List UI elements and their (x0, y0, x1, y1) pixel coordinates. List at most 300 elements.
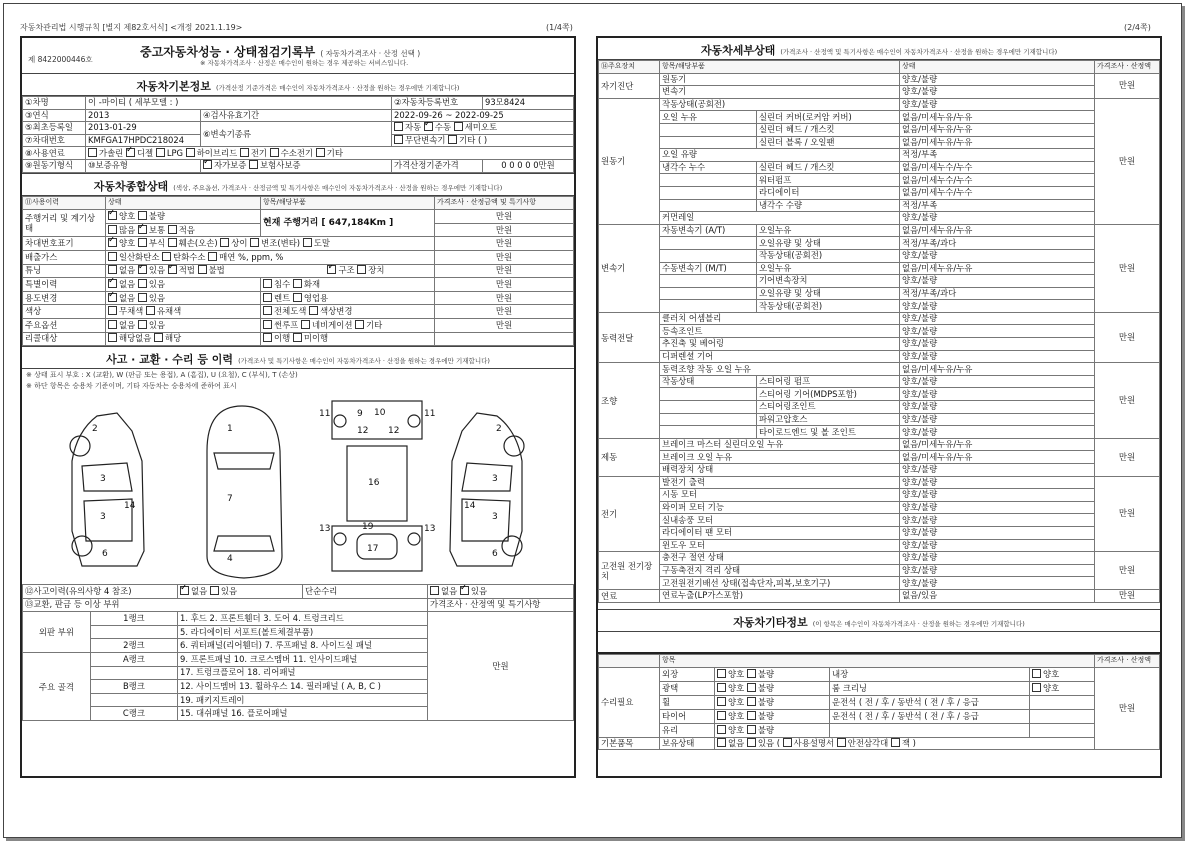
full-paint-checkbox[interactable] (263, 306, 272, 315)
etc-row (599, 667, 1160, 681)
detail-status: 양호/불량 (900, 514, 1095, 527)
normal-checkbox[interactable] (138, 225, 147, 234)
detail-row (599, 489, 1160, 502)
detail-item: 변속기 (660, 86, 900, 99)
year-value: 2013 (86, 109, 201, 122)
detail-status: 양호/불량 (900, 375, 1095, 388)
etc-status (715, 723, 830, 737)
detail-row (599, 86, 1160, 99)
detail-status: 양호/불량 (900, 300, 1095, 313)
legend-1: ※ 상태 표시 부호 : X (교환), W (판금 또는 용접), A (흠집), U (요철), C (부식), T (손상) (26, 371, 298, 380)
right-wheel-rear (502, 536, 522, 556)
year-label: ③연식 (23, 109, 86, 122)
detail-row (599, 149, 1160, 162)
detail-item: 클러치 어셈블리 (660, 312, 900, 325)
reg-label: ②자동차등록번호 (392, 97, 483, 110)
detail-price: 만원 (1095, 98, 1160, 224)
detail-row (599, 438, 1160, 451)
detail-price: 만원 (1095, 363, 1160, 439)
first-reg-label: ⑤최초등록일 (23, 122, 86, 135)
detail-subitem: 실린더 블록 / 오일팬 (756, 136, 899, 149)
bad-label: 불량 (757, 668, 775, 679)
detail-item: 브레이크 오일 누유 (660, 451, 900, 464)
part-label: 7 (227, 494, 233, 505)
page-number-2: (2/4쪽) (1124, 23, 1151, 32)
etc-item: 타이어 (660, 709, 715, 723)
sunroof-checkbox[interactable] (263, 320, 272, 329)
yes-checkbox[interactable] (138, 293, 147, 302)
detail-row (599, 312, 1160, 325)
detail-row (599, 375, 1160, 388)
smoke-checkbox[interactable] (208, 252, 217, 261)
etc-item: 유리 (660, 723, 715, 737)
fire-checkbox[interactable] (293, 279, 302, 288)
page-number-1: (1/4쪽) (546, 23, 573, 32)
detail-item: 와이퍼 모터 기능 (660, 501, 900, 514)
etc-header: 자동차기타정보 (이 항목은 매수인이 자동차가격조사 · 산정을 원하는 경우에만 기재합니다) (598, 609, 1160, 632)
detail-row (599, 161, 1160, 174)
detail-status: 없음/미세누유/누유 (900, 451, 1095, 464)
ok-label: 양호 (1043, 668, 1060, 679)
options-options: 없음 있음 (106, 318, 261, 332)
etc-item-2: 룸 크리닝 (830, 681, 1030, 695)
price-cell: 만원 (435, 305, 574, 319)
detail-row (599, 300, 1160, 313)
options-kind: 썬루프 네비게이션 기타 (261, 318, 435, 332)
detail-status: 양호/불량 (900, 552, 1095, 565)
detail-status: 없음/미세누수/누수 (900, 186, 1095, 199)
usage-change-kind: 렌트 영업용 (261, 291, 435, 305)
fuel-lpg-checkbox[interactable] (156, 148, 165, 157)
bad-checkbox[interactable] (747, 725, 756, 734)
repair-needed-label: 수리필요 (599, 667, 660, 737)
detail-status: 없음/미세누유/누유 (900, 123, 1095, 136)
flood-checkbox[interactable] (263, 279, 272, 288)
device-category: 자기진단 (599, 73, 660, 98)
bad-label: 불량 (757, 696, 775, 707)
detail-subitem: 타이로드엔드 및 볼 조인트 (756, 426, 899, 439)
achromatic-checkbox[interactable] (108, 306, 117, 315)
detail-subitem: 스티어링 펌프 (756, 375, 899, 388)
mileage-reading: 현재 주행거리 [ 647,184Km ] (261, 210, 435, 237)
detail-item (660, 237, 757, 250)
frame-wheelhouse-rl (334, 533, 346, 545)
bad-label: 불량 (757, 682, 775, 693)
detail-status: 양호/불량 (900, 539, 1095, 552)
price-cell: 만원 (435, 223, 574, 237)
detail-item (660, 300, 757, 313)
detail-row (599, 111, 1160, 124)
tuning-label: 튜닝 (23, 264, 106, 278)
etc-item: 광택 (660, 681, 715, 695)
detail-status: 양호/불량 (900, 212, 1095, 225)
exchange-label: ⑬교환, 판금 등 이상 부위 (23, 598, 428, 612)
special-history-options: ✓ 없음 있음 (106, 278, 261, 292)
part-label: 6 (492, 549, 498, 560)
simple-yes-checkbox[interactable] (460, 586, 469, 595)
none-checkbox[interactable] (108, 320, 117, 329)
applicable-checkbox[interactable] (154, 333, 163, 342)
detail-status: 없음/미세누유/누유 (900, 438, 1095, 451)
fuel-diesel-checkbox[interactable] (126, 148, 135, 157)
none-checkbox[interactable] (108, 279, 117, 288)
basic-items-options: 없음 있음 ( 사용설명서 안전삼각대 잭 ) (715, 737, 1095, 750)
etc-table (598, 654, 1160, 750)
sum-head-price: 가격조사 · 산정금액 및 특기사항 (435, 196, 574, 210)
right-wheel-front (504, 436, 524, 456)
ok-label: 양호 (728, 682, 745, 693)
vin-mark-options: ✓ 양호 부식 훼손(오손) 상이 변조(변타) 도말 (106, 237, 435, 251)
ok-label: 양호 (1043, 682, 1060, 693)
etc-row (599, 695, 1160, 709)
many-checkbox[interactable] (108, 225, 117, 234)
etc-item: 외장 (660, 667, 715, 681)
structure-checkbox[interactable] (327, 265, 336, 274)
warranty-options: ✓ 자가보증 보험사보증 (201, 159, 392, 172)
yes-checkbox[interactable] (138, 265, 147, 274)
chromatic-checkbox[interactable] (146, 306, 155, 315)
rent-checkbox[interactable] (263, 293, 272, 302)
illegal-checkbox[interactable] (198, 265, 207, 274)
detail-row (599, 476, 1160, 489)
none-checkbox[interactable] (717, 738, 726, 747)
detail-head-device: ⑭주요장치 (599, 61, 660, 74)
detail-price: 만원 (1095, 73, 1160, 98)
yes-checkbox[interactable] (747, 738, 756, 747)
detail-item (660, 123, 757, 136)
detail-item: 디퍼렌셜 기어 (660, 350, 900, 363)
part-label: 3 (492, 474, 498, 485)
rank-label (90, 625, 177, 639)
none-checkbox[interactable] (108, 293, 117, 302)
special-history-kind: 침수 화재 (261, 278, 435, 292)
etc-price: 만원 (1095, 667, 1160, 750)
smear-checkbox[interactable] (303, 238, 312, 247)
accident-none-checkbox[interactable] (180, 586, 189, 595)
detail-item: 배력장치 상태 (660, 464, 900, 477)
detail-row (599, 262, 1160, 275)
simple-none-checkbox[interactable] (430, 586, 439, 595)
part-label: 14 (464, 501, 476, 512)
ok-checkbox[interactable] (717, 669, 726, 678)
basic-items-label: 기본품목 (599, 737, 660, 750)
detail-subitem: 오일누유 (756, 224, 899, 237)
trans-manual-checkbox[interactable] (424, 122, 433, 131)
detail-status: 양호/불량 (900, 275, 1095, 288)
detail-subitem: 오일유량 및 상태 (756, 237, 899, 250)
device-category: 제동 (599, 438, 660, 476)
etc-item-2 (830, 723, 1030, 737)
detail-item (660, 275, 757, 288)
detail-item: 윈도우 모터 (660, 539, 900, 552)
detail-status: 양호/불량 (900, 338, 1095, 351)
fuel-etc-checkbox[interactable] (316, 148, 325, 157)
part-label: 3 (492, 512, 498, 523)
rank-items: 17. 트렁크플로어 18. 리어패널 (178, 666, 428, 680)
main-frame-label: 주요 골격 (23, 653, 91, 721)
manual-checkbox[interactable] (783, 738, 792, 747)
detail-head-price: 가격조사 · 산정액 (1095, 61, 1160, 74)
top-view-windshield (214, 453, 274, 469)
detail-status: 양호/불량 (900, 73, 1095, 86)
detail-status: 적정/부족 (900, 149, 1095, 162)
detail-item: 오일 유량 (660, 149, 900, 162)
rank-items: 6. 쿼터패널(리어휀더) 7. 루프패널 8. 사이드실 패널 (178, 639, 428, 653)
part-label: 4 (227, 554, 233, 565)
part-label: 16 (368, 478, 380, 489)
warranty-self-checkbox[interactable] (203, 160, 212, 169)
detail-price: 만원 (1095, 438, 1160, 476)
ok-checkbox[interactable] (1032, 669, 1041, 678)
part-label: 10 (374, 408, 386, 419)
rank-label (90, 693, 177, 707)
simple-repair-label: 단순수리 (303, 585, 428, 599)
detail-status: 적정/부족 (900, 199, 1095, 212)
page-2-etc (596, 654, 1162, 778)
bad-checkbox[interactable] (747, 711, 756, 720)
hc-checkbox[interactable] (162, 252, 171, 261)
differ-checkbox[interactable] (220, 238, 229, 247)
warranty-insurer-checkbox[interactable] (249, 160, 258, 169)
detail-status: 양호/불량 (900, 401, 1095, 414)
part-label: 19 (362, 522, 374, 533)
price-cell: 만원 (435, 264, 574, 278)
detail-status: 양호/불량 (900, 526, 1095, 539)
etc-item-2: 내장 (830, 667, 1030, 681)
device-checkbox[interactable] (357, 265, 366, 274)
detail-row (599, 363, 1160, 376)
etc-status-2 (1030, 695, 1095, 709)
detail-item: 연료누출(LP가스포함) (660, 589, 900, 602)
detail-item: 라디에이터 팬 모터 (660, 526, 900, 539)
yes-checkbox[interactable] (138, 279, 147, 288)
jack-checkbox[interactable] (891, 738, 900, 747)
detail-subitem: 작동상태(공회전) (756, 249, 899, 262)
ok-checkbox[interactable] (717, 711, 726, 720)
detail-item (660, 401, 757, 414)
trans-auto-checkbox[interactable] (394, 122, 403, 131)
detail-status: 양호/불량 (900, 249, 1095, 262)
detail-subitem: 실린더 커버(로커암 커버) (756, 111, 899, 124)
trans-options-2: 무단변속기 기타 ( ) (392, 134, 574, 147)
ok-checkbox[interactable] (717, 697, 726, 706)
price-cell: 만원 (435, 318, 574, 332)
bad-checkbox[interactable] (138, 211, 147, 220)
bad-checkbox[interactable] (747, 669, 756, 678)
ok-checkbox[interactable] (108, 238, 117, 247)
detail-row (599, 287, 1160, 300)
not-applicable-checkbox[interactable] (108, 333, 117, 342)
device-category: 전기 (599, 476, 660, 552)
business-checkbox[interactable] (293, 293, 302, 302)
detail-row (599, 98, 1160, 111)
car-diagram-svg (22, 391, 574, 584)
color-label: 색상 (23, 305, 106, 319)
few-checkbox[interactable] (168, 225, 177, 234)
etc-status-2 (1030, 723, 1095, 737)
bad-checkbox[interactable] (747, 683, 756, 692)
fuel-electric-checkbox[interactable] (240, 148, 249, 157)
part-label: 3 (100, 512, 106, 523)
detail-price: 만원 (1095, 589, 1160, 602)
detail-row (599, 338, 1160, 351)
ok-checkbox[interactable] (717, 725, 726, 734)
device-category: 변속기 (599, 224, 660, 312)
trans-label: ⑥변속기종류 (201, 122, 392, 147)
altered-checkbox[interactable] (250, 238, 259, 247)
detail-header: 자동차세부상태 (가격조사 · 산정액 및 특기사항은 매수인이 자동차가격조사 · 산정을 원하는 경우에만 기재합니다) (598, 38, 1160, 60)
trans-etc-checkbox[interactable] (448, 135, 457, 144)
detail-row (599, 589, 1160, 602)
etc-head-item: 항목 (660, 655, 1095, 668)
etc-status-2 (1030, 709, 1095, 723)
detail-status: 양호/불량 (900, 501, 1095, 514)
top-view-rear-window (214, 536, 274, 551)
car-diagram (22, 391, 574, 584)
etc-item-2: 운전석 ( 전 / 후 / 동반석 ( 전 / 후 / 응급 (830, 695, 1030, 709)
detail-status: 적정/부족/과다 (900, 237, 1095, 250)
rank-label: B랭크 (90, 680, 177, 694)
accident-yes-checkbox[interactable] (210, 586, 219, 595)
fuel-hybrid-checkbox[interactable] (186, 148, 195, 157)
done-checkbox[interactable] (263, 333, 272, 342)
detail-status: 적정/부족/과다 (900, 287, 1095, 300)
accident-options: ✓ 없음 있음 (178, 585, 303, 599)
trans-semi-checkbox[interactable] (454, 122, 463, 131)
detail-status: 없음/미세누유/누유 (900, 136, 1095, 149)
etc-status-2 (1030, 667, 1095, 681)
left-wheel-front (70, 436, 90, 456)
part-label: 11 (319, 409, 331, 420)
detail-subitem: 라디에이터 (756, 186, 899, 199)
price-cell: 만원 (435, 278, 574, 292)
summary-header: 자동차종합상태 (색상, 주요옵션, 가격조사 · 산정금액 및 특기사항은 매수인이 자동차가격조사 · 산정을 원하는 경우에만 기재합니다) (22, 173, 574, 196)
detail-head-item: 항목/해당부품 (660, 61, 900, 74)
outer-panel-label: 외판 부위 (23, 612, 91, 653)
basic-items-status-label: 보유상태 (660, 737, 715, 750)
ok-label: 양호 (728, 668, 745, 679)
simple-repair-options: 없음 ✓ 있음 (428, 585, 574, 599)
legend-2: ※ 하단 항목은 승용차 기준이며, 기타 자동차는 승용차에 준하여 표시 (26, 382, 237, 391)
trans-cvt-checkbox[interactable] (394, 135, 403, 144)
etc-body (599, 667, 1160, 750)
detail-status: 없음/미세누수/누수 (900, 161, 1095, 174)
detail-row (599, 426, 1160, 439)
page-2 (596, 36, 1162, 654)
detail-status: 양호/불량 (900, 325, 1095, 338)
price-cell: 만원 (435, 237, 574, 251)
detail-subitem: 오일누유 (756, 262, 899, 275)
detail-subitem: 오일유량 및 상태 (756, 287, 899, 300)
detail-item: 작동상태 (660, 375, 757, 388)
device-category: 동력전달 (599, 312, 660, 362)
etc-head-price: 가격조사 · 산정액 (1095, 655, 1160, 668)
detail-row (599, 564, 1160, 577)
fuel-label: ⑧사용연료 (23, 147, 86, 160)
detail-status: 양호/불량 (900, 577, 1095, 590)
detail-subitem: 실린더 헤드 / 개스킷 (756, 161, 899, 174)
emission-label: 배출가스 (23, 250, 106, 264)
damage-checkbox[interactable] (168, 238, 177, 247)
bad-checkbox[interactable] (747, 697, 756, 706)
detail-row (599, 136, 1160, 149)
detail-row (599, 123, 1160, 136)
fuel-gasoline-checkbox[interactable] (88, 148, 97, 157)
triangle-checkbox[interactable] (837, 738, 846, 747)
ok-label: 양호 (728, 724, 745, 735)
recall-kind: 이행 미이행 (261, 332, 435, 346)
part-label: 2 (496, 424, 502, 435)
frame-wheelhouse-fr (408, 415, 420, 427)
detail-status: 양호/불량 (900, 413, 1095, 426)
detail-item: 자동변속기 (A/T) (660, 224, 757, 237)
etc-item: 휠 (660, 695, 715, 709)
ok-checkbox[interactable] (1032, 683, 1041, 692)
color-change-checkbox[interactable] (309, 306, 318, 315)
device-category: 고전원 전기장치 (599, 552, 660, 590)
bad-label: 불량 (757, 710, 775, 721)
detail-subitem: 작동상태(공회전) (756, 300, 899, 313)
etc-checkbox[interactable] (355, 320, 364, 329)
part-label: 1 (227, 424, 233, 435)
not-done-checkbox[interactable] (293, 333, 302, 342)
detail-row (599, 275, 1160, 288)
etc-status (715, 667, 830, 681)
detail-status: 양호/불량 (900, 350, 1095, 363)
etc-head-blank (599, 655, 660, 668)
rank-items: 15. 대쉬패널 16. 플로어패널 (178, 707, 428, 721)
detail-row (599, 325, 1160, 338)
valid-label: ④검사유효기간 (201, 109, 392, 122)
ok-checkbox[interactable] (108, 211, 117, 220)
detail-row (599, 413, 1160, 426)
page-1-title-block (22, 38, 574, 73)
options-label: 주요옵션 (23, 318, 106, 332)
detail-item: 추진축 및 베어링 (660, 338, 900, 351)
color-options: 무채색 유채색 (106, 305, 261, 319)
rank-items: 9. 프론트패널 10. 크로스멤버 11. 인사이드패널 (178, 653, 428, 667)
ok-checkbox[interactable] (717, 683, 726, 692)
co-checkbox[interactable] (108, 252, 117, 261)
corrosion-checkbox[interactable] (138, 238, 147, 247)
mileage-level: 많음 ✓ 보통 적음 (106, 223, 261, 237)
detail-item: 동력조향 작동 오일 누유 (660, 363, 900, 376)
fuel-hydrogen-checkbox[interactable] (270, 148, 279, 157)
ok-label: 양호 (728, 696, 745, 707)
detail-item: 실내송풍 모터 (660, 514, 900, 527)
detail-subitem: 실린더 헤드 / 개스킷 (756, 123, 899, 136)
detail-item (660, 426, 757, 439)
detail-status: 없음/미세누유/누유 (900, 262, 1095, 275)
vin-mark-label: 차대번호표기 (23, 237, 106, 251)
navigation-checkbox[interactable] (301, 320, 310, 329)
detail-row (599, 388, 1160, 401)
detail-item: 충전구 절연 상태 (660, 552, 900, 565)
page-title: 중고자동차성능 · 상태점검기록부 ( 자동차가격조사 · 산정 선택 ) (140, 45, 421, 59)
none-checkbox[interactable] (108, 265, 117, 274)
legal-checkbox[interactable] (168, 265, 177, 274)
detail-row (599, 174, 1160, 187)
part-label: 6 (102, 549, 108, 560)
warranty-label: ⑩보증유형 (86, 159, 201, 172)
detail-row (599, 212, 1160, 225)
detail-status: 양호/불량 (900, 98, 1095, 111)
doc-number: 제 8422000446호 (28, 55, 93, 64)
detail-item (660, 388, 757, 401)
yes-checkbox[interactable] (138, 320, 147, 329)
detail-row (599, 539, 1160, 552)
reg-number: 93모8424 (483, 97, 574, 110)
